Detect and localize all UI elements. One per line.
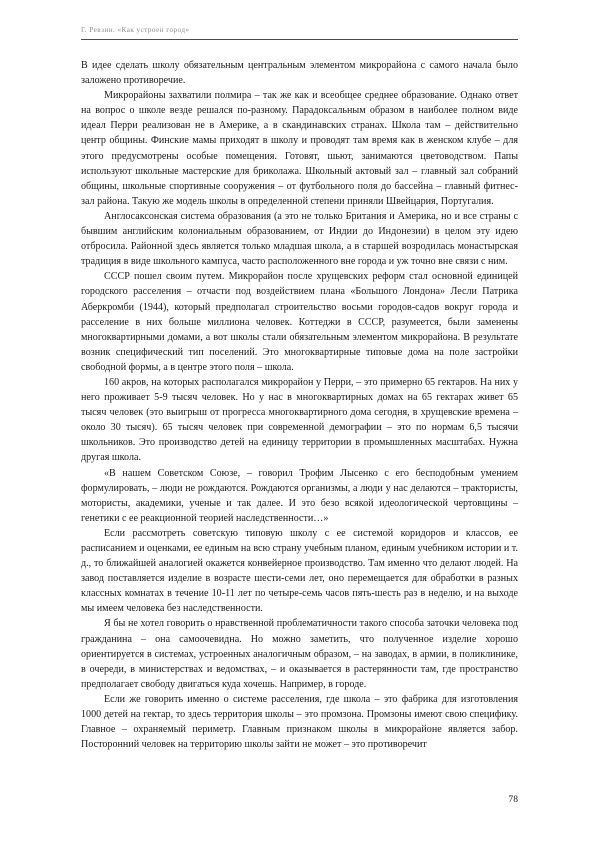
paragraph: Англосаксонская система образования (а это не только Британия и Америка, но и все страны с бывшим английским колониальным образованием, от Индии до Индонезии) в целом эту идею отбросила. Районной здесь является только младшая школа, а в старшей возродилась монастырская традиция в виде школьного кампуса, часто расположенного вне города и уж точно вне связи с ним. <box>81 210 518 268</box>
paragraph: В идее сделать школу обязательным центральным элементом микрорайона с самого начала было заложено противоречие. <box>81 60 518 87</box>
paragraph: Я бы не хотел говорить о нравственной проблематичности такого способа заточки человека под гражданина – она самоочевидна. Но можно заметить, что полученное изделие хорошо ориентируется в системах, устроенных аналогичным образом, – на заводах, в армии, в поликлинике, в очереди, в министерствах и ведомствах, – и оказывается в растерянности там, где пространство предполагает свободу двигаться куда хочешь. Например, в городе. <box>81 618 518 690</box>
page-number: 78 <box>508 794 518 805</box>
paragraph: «В нашем Советском Союзе, – говорил Трофим Лысенко с его бесподобным умением формулировать, – люди не рождаются. Рождаются организмы, а люди у нас делаются – трактористы, мотористы, академики, ученые и так далее. И это безо всякой идеологической чертовщины – генетики с ее реакционной теорией наследственности…» <box>81 467 518 524</box>
paragraph: СССР пошел своим путем. Микрорайон после хрущевских реформ стал основной единицей городского расселения – отчасти под воздействием плана «Большого Лондона» Лесли Патрика Аберкромби (1944), который предполагал строительство восьми городов-садов вокруг города и расселение в них больше миллиона человек. Коттеджи в СССР, разумеется, были заменены многоквартирными домами, а вот школы стали обязательным элементом микрорайона. В результате возник специфический тип поселений. Это многоквартирные типовые дома на поле застройки свободной формы, а в центре этого поля – школа. <box>81 271 518 373</box>
body-text-block <box>81 58 518 752</box>
paragraph: Если рассмотреть советскую типовую школу с ее системой коридоров и классов, ее расписанием и оценками, ее единым на всю страну учебным планом, единым учебником истории и т. д., то ближайшей аналогией окажется конвейерное производство. Там именно что делают людей. На завод поставляется изделие в возрасте шести-семи лет, оно перемещается для обработки в разных классных комнатах в течение 10-11 лет по четыре-семь часов пять-шесть раз в неделю, и на выходе мы имеем человека без наследственности. <box>81 527 518 615</box>
paragraph: Микрорайоны захватили полмира – так же как и всеобщее среднее образование. Однако ответ на вопрос о школе везде решался по-разному. Парадоксальным образом в наиболее полном виде идеал Перри реализован не в Америке, а в скандинавских странах. Школа там – действительно центр общины. Финские мамы приходят в школу и проводят там время как в женском клубе – для этого предусмотрены особые помещения. Готовят, шьют, занимаются цветоводством. Папы используют школьные мастерские для бриколажа. Школьный актовый зал – главный зал собраний общины, школьные спортивные сооружения – от футбольного поля до бассейна – главный фитнес-зал района. Такую же модель школы в определенной степени приняли Швейцария, Португалия. <box>81 90 518 207</box>
paragraph: 160 акров, на которых располагался микрорайон у Перри, – это примерно 65 гектаров. На них у него проживает 5-9 тысяч человек. Но у нас в многоквартирных домах на 65 гектарах живет 65 тысяч человек (это выигрыш от прогресса многоквартирного дома сегодня, в хрущевские времена – около 30 тысяч). 65 тысяч человек при современной демографии – это по нормам 6,5 тысячи школьников. Это производство детей на единицу территории в промышленных масштабах. Нужна другая школа. <box>81 376 518 464</box>
paragraph: Если же говорить именно о системе расселения, где школа – это фабрика для изготовления 1000 детей на гектар, то здесь территория школы – это промзона. Промзоны имеют свою специфику. Главное – охраняемый периметр. Главным признаком школы в микрорайоне является забор. Посторонний человек на территорию школы зайти не может – это противоречит <box>81 693 518 751</box>
header-divider-rule <box>81 39 518 40</box>
running-head: Г. Ревзин. «Как устроен город» <box>81 26 190 34</box>
